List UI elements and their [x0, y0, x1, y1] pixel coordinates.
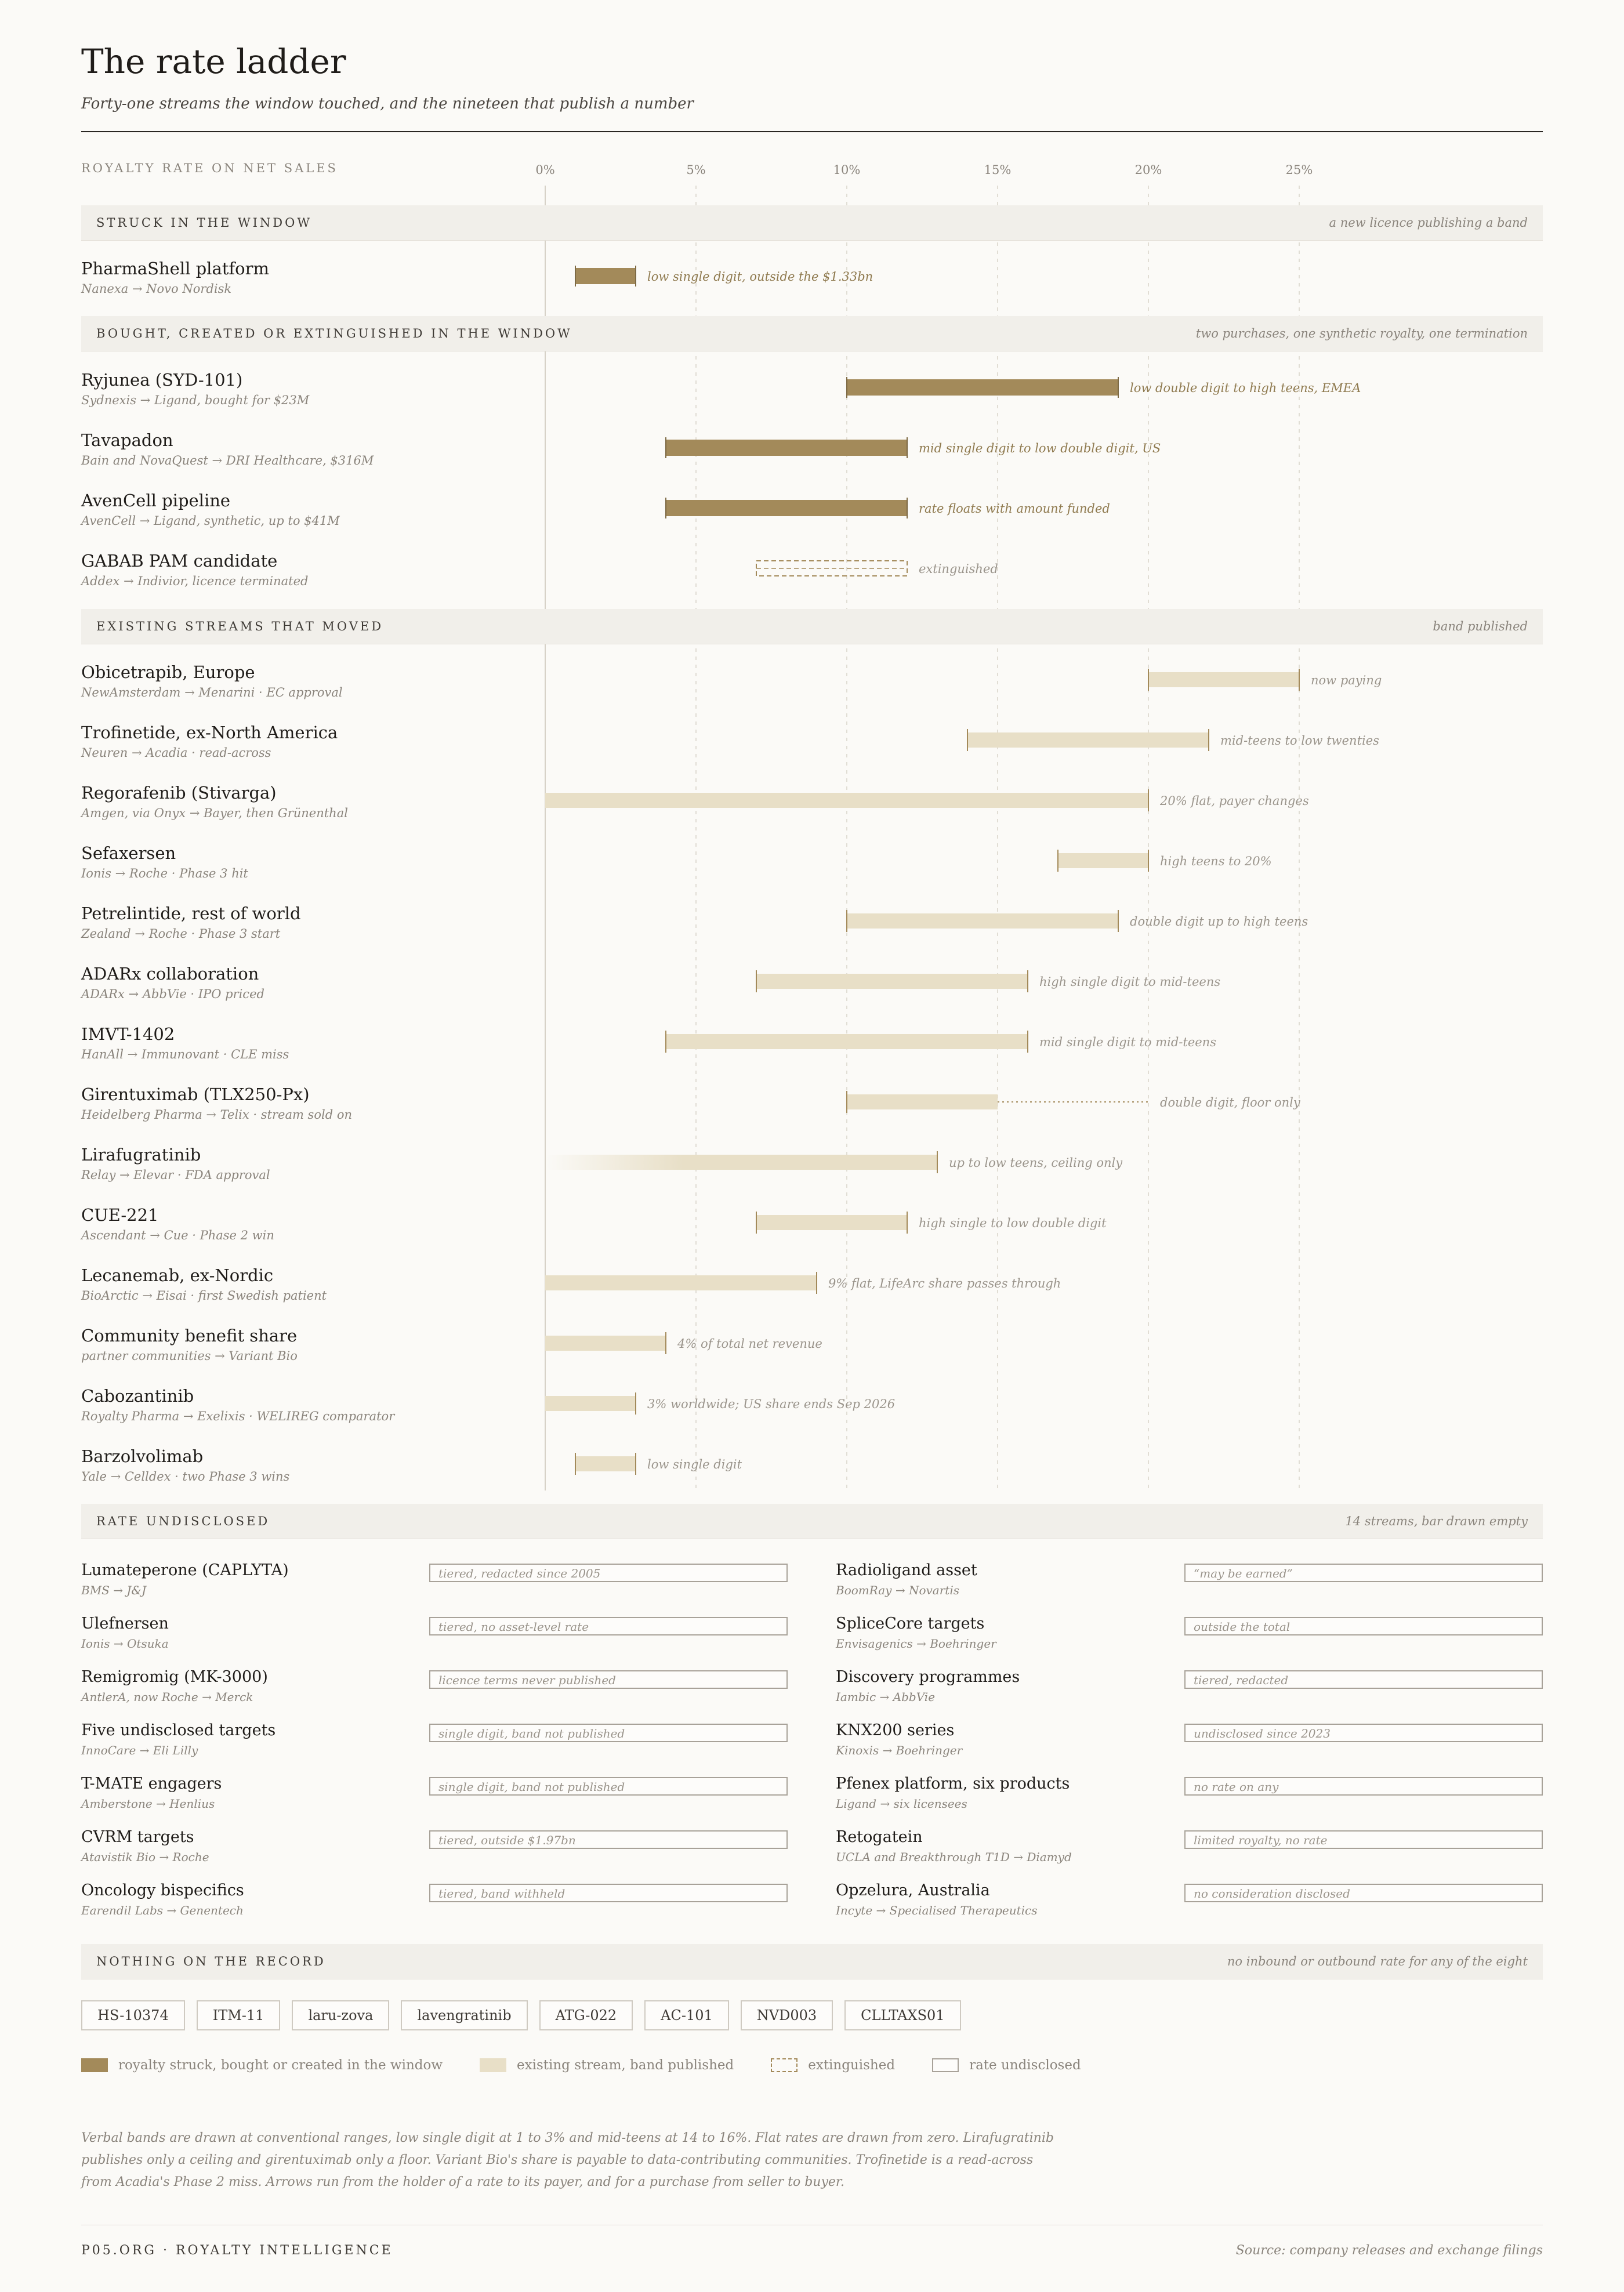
section-undisclosed-label: RATE UNDISCLOSED	[96, 1514, 270, 1528]
bar-note: low double digit to high teens, EMEA	[1130, 381, 1361, 395]
row-sub: NewAmsterdam → Menarini · EC approval	[81, 686, 343, 699]
legend-item-existing	[480, 2058, 734, 2073]
undisclosed-status: single digit, band not published	[438, 1727, 625, 1740]
row-name: Tavapadon	[81, 430, 173, 450]
row-name: Petrelintide, rest of world	[81, 904, 301, 923]
row-name: ADARx collaboration	[81, 964, 259, 984]
row-name: AvenCell pipeline	[81, 491, 231, 510]
bar-existing	[575, 1456, 636, 1471]
bar-note: 4% of total net revenue	[677, 1337, 822, 1351]
legend-label-existing: existing stream, band published	[517, 2058, 734, 2073]
row-sub: Addex → Indivior, licence terminated	[81, 574, 309, 588]
row-sub: ADARx → AbbVie · IPO priced	[81, 987, 264, 1001]
bar-note: extinguished	[919, 562, 998, 576]
tick-label: 20%	[1134, 163, 1162, 177]
undisclosed-sub: Incyte → Specialised Therapeutics	[836, 1903, 1038, 1917]
undisclosed-name: Pfenex platform, six products	[836, 1775, 1070, 1793]
tick-label: 5%	[686, 163, 706, 177]
undisclosed-name: Retogatein	[836, 1828, 923, 1846]
undisclosed-bar	[429, 1724, 788, 1742]
undisclosed-bar	[429, 1564, 788, 1582]
undisclosed-bar	[1184, 1670, 1543, 1689]
record-chip: ATG-022	[539, 2000, 633, 2030]
row-name: Sefaxersen	[81, 843, 176, 863]
row-sub: Royalty Pharma → Exelixis · WELIREG comparator	[81, 1409, 395, 1423]
row-sub: Sydnexis → Ligand, bought for $23M	[81, 393, 310, 407]
legend-swatch-existing	[480, 2058, 506, 2072]
bar-existing	[756, 1215, 907, 1230]
undisclosed-name: Remigromig (MK-3000)	[81, 1668, 268, 1686]
legend	[81, 2058, 1118, 2073]
bar-note: now paying	[1311, 673, 1382, 687]
undisclosed-sub: Iambic → AbbVie	[836, 1690, 936, 1704]
legend-swatch-struck	[81, 2058, 108, 2072]
row-name: PharmaShell platform	[81, 259, 269, 278]
row-sub: BioArctic → Eisai · first Swedish patient	[81, 1289, 327, 1303]
undisclosed-name: Five undisclosed targets	[81, 1721, 276, 1739]
footnotes: Verbal bands are drawn at conventional ranges, low single digit at 1 to 3% and mid-teens at 14 to 16%. Flat rates are drawn from zero. Lirafugratinib publishes only a ceiling and girentuximab only a floor. Variant Bio's share is payable to data-contributing communities. Trofinetide is a read-across from Acadia's Phase 2 miss. Arrows run from the holder of a rate to its payer, and for a purchase from seller to buyer.	[81, 2131, 1054, 2189]
bar-existing	[545, 1396, 636, 1411]
footer-source: Source: company releases and exchange filings	[1235, 2243, 1543, 2258]
row-name: Lecanemab, ex-Nordic	[81, 1265, 274, 1285]
bar-note: low single digit	[647, 1457, 742, 1471]
row-sub: partner communities → Variant Bio	[81, 1349, 298, 1363]
undisclosed-bar	[429, 1884, 788, 1902]
bar-existing	[1148, 672, 1299, 687]
undisclosed-bar	[1184, 1724, 1543, 1742]
undisclosed-name: Discovery programmes	[836, 1668, 1020, 1686]
section-nothing	[81, 1944, 1543, 1979]
bar-existing	[1058, 853, 1148, 868]
bar-existing	[967, 732, 1209, 748]
row-name: CUE-221	[81, 1205, 159, 1225]
bar-existing	[666, 1034, 1028, 1049]
legend-item-struck	[81, 2058, 443, 2073]
undisclosed-sub: Kinoxis → Boehringer	[836, 1743, 963, 1757]
bar-note: mid-teens to low twenties	[1220, 734, 1379, 748]
bar-struck	[666, 440, 907, 456]
undisclosed-status: “may be earned”	[1194, 1566, 1293, 1580]
footer-brand: P05.ORG · ROYALTY INTELLIGENCE	[81, 2243, 393, 2258]
bar-existing	[545, 1275, 817, 1290]
row-sub: HanAll → Immunovant · CLE miss	[81, 1047, 289, 1061]
bar-note: high single to low double digit	[919, 1216, 1107, 1230]
undisclosed-sub: Envisagenics → Boehringer	[836, 1637, 996, 1651]
bar-existing	[756, 974, 1028, 989]
undisclosed-status: tiered, no asset-level rate	[438, 1620, 589, 1634]
section-struck-note: a new licence publishing a band	[1329, 216, 1528, 230]
section-nothing-label: NOTHING ON THE RECORD	[96, 1954, 326, 1968]
bar-existing	[847, 913, 1118, 929]
undisclosed-status: limited royalty, no rate	[1194, 1833, 1328, 1847]
undisclosed-sub: Ionis → Otsuka	[81, 1637, 169, 1651]
section-nothing-note: no inbound or outbound rate for any of the eight	[1227, 1954, 1528, 1968]
row-name: Trofinetide, ex-North America	[81, 723, 338, 742]
row-name: Regorafenib (Stivarga)	[81, 783, 277, 803]
undisclosed-bar	[1184, 1564, 1543, 1582]
page-subtitle: Forty-one streams the window touched, and the nineteen that publish a number	[81, 95, 694, 113]
undisclosed-status: tiered, band withheld	[438, 1887, 566, 1901]
page-title: The rate ladder	[81, 42, 346, 81]
row-sub: Yale → Celldex · two Phase 3 wins	[81, 1470, 290, 1484]
undisclosed-name: Ulefnersen	[81, 1615, 169, 1633]
undisclosed-status: no consideration disclosed	[1194, 1887, 1350, 1901]
undisclosed-sub: Atavistik Bio → Roche	[81, 1850, 209, 1864]
legend-swatch-extinguished	[771, 2058, 798, 2072]
bar-floor	[847, 1094, 998, 1109]
bar-note: double digit up to high teens	[1130, 915, 1308, 929]
undisclosed-name: Lumateperone (CAPLYTA)	[81, 1561, 289, 1579]
row-name: Ryjunea (SYD-101)	[81, 370, 243, 390]
undisclosed-name: KNX200 series	[836, 1721, 955, 1739]
bar-existing	[545, 1336, 666, 1351]
undisclosed-sub: BoomRay → Novartis	[836, 1583, 959, 1597]
bar-note: mid single digit to mid-teens	[1039, 1035, 1216, 1049]
section-existing-label: EXISTING STREAMS THAT MOVED	[96, 619, 384, 633]
bar-note: mid single digit to low double digit, US	[919, 441, 1161, 455]
row-name: Cabozantinib	[81, 1386, 194, 1406]
undisclosed-status: no rate on any	[1194, 1780, 1279, 1794]
record-chip: NVD003	[741, 2000, 833, 2030]
axis-label: ROYALTY RATE ON NET SALES	[81, 161, 338, 175]
bar-note: rate floats with amount funded	[919, 502, 1110, 516]
undisclosed-name: T-MATE engagers	[81, 1775, 222, 1793]
section-bought	[81, 316, 1543, 351]
row-name: Barzolvolimab	[81, 1446, 204, 1466]
record-chip: AC-101	[644, 2000, 729, 2030]
undisclosed-status: licence terms never published	[438, 1673, 616, 1687]
legend-label-extinguished: extinguished	[808, 2058, 896, 2073]
section-struck-label: STRUCK IN THE WINDOW	[96, 216, 312, 230]
row-sub: Neuren → Acadia · read-across	[81, 746, 271, 760]
undisclosed-status: tiered, redacted since 2005	[438, 1566, 601, 1580]
record-chip: lavengratinib	[401, 2000, 527, 2030]
bar-note: high teens to 20%	[1160, 854, 1272, 868]
bar-note: double digit, floor only	[1160, 1096, 1300, 1109]
bar-struck	[666, 500, 907, 516]
bar-note: high single digit to mid-teens	[1039, 975, 1221, 989]
row-sub: Ionis → Roche · Phase 3 hit	[81, 866, 248, 880]
undisclosed-bar	[429, 1617, 788, 1635]
bar-note: low single digit, outside the $1.33bn	[647, 270, 873, 284]
section-bought-label: BOUGHT, CREATED OR EXTINGUISHED IN THE WINDOW	[96, 327, 572, 340]
row-sub: Relay → Elevar · FDA approval	[81, 1168, 270, 1182]
bar-note: up to low teens, ceiling only	[949, 1156, 1123, 1170]
row-name: Community benefit share	[81, 1326, 298, 1346]
undisclosed-bar	[429, 1830, 788, 1849]
row-name: Girentuximab (TLX250-Px)	[81, 1085, 310, 1104]
bar-existing	[545, 793, 1148, 808]
row-sub: Bain and NovaQuest → DRI Healthcare, $316M	[81, 454, 374, 467]
tick-label: 10%	[833, 163, 861, 177]
undisclosed-sub: UCLA and Breakthrough T1D → Diamyd	[836, 1850, 1072, 1864]
row-sub: Nanexa → Novo Nordisk	[81, 282, 232, 296]
record-chip: HS-10374	[81, 2000, 185, 2030]
nothing-chips	[81, 2000, 961, 2030]
record-chip: CLLTAXS01	[844, 2000, 960, 2030]
record-chip: laru-zova	[292, 2000, 389, 2030]
undisclosed-bar	[1184, 1617, 1543, 1635]
section-existing-note: band published	[1433, 619, 1528, 633]
undisclosed-name: Oncology bispecifics	[81, 1881, 244, 1899]
tick-label: 0%	[535, 163, 555, 177]
row-name: GABAB PAM candidate	[81, 551, 278, 571]
bar-ceiling	[545, 1155, 937, 1170]
legend-swatch-undisclosed	[932, 2058, 959, 2072]
bar-note: 3% worldwide; US share ends Sep 2026	[647, 1397, 896, 1411]
bar-struck	[575, 268, 636, 284]
legend-label-undisclosed: rate undisclosed	[969, 2058, 1081, 2073]
undisclosed-name: Radioligand asset	[836, 1561, 977, 1579]
section-bought-note: two purchases, one synthetic royalty, one termination	[1195, 327, 1528, 340]
undisclosed-bar	[1184, 1777, 1543, 1796]
undisclosed-sub: BMS → J&J	[81, 1583, 147, 1597]
record-chip: ITM-11	[197, 2000, 281, 2030]
row-sub: AvenCell → Ligand, synthetic, up to $41M	[81, 514, 340, 528]
undisclosed-name: Opzelura, Australia	[836, 1881, 990, 1899]
undisclosed-name: SpliceCore targets	[836, 1615, 985, 1633]
legend-item-undisclosed	[932, 2058, 1081, 2073]
undisclosed-status: tiered, redacted	[1194, 1673, 1289, 1687]
undisclosed-status: single digit, band not published	[438, 1780, 625, 1794]
undisclosed-bar	[429, 1670, 788, 1689]
undisclosed-sub: InnoCare → Eli Lilly	[81, 1743, 198, 1757]
undisclosed-sub: Ligand → six licensees	[836, 1797, 967, 1811]
row-name: Obicetrapib, Europe	[81, 662, 255, 682]
undisclosed-bar	[1184, 1884, 1543, 1902]
undisclosed-sub: AntlerA, now Roche → Merck	[81, 1690, 253, 1704]
undisclosed-status: undisclosed since 2023	[1194, 1727, 1331, 1740]
tick-label: 25%	[1285, 163, 1313, 177]
undisclosed-bar	[429, 1777, 788, 1796]
section-struck	[81, 205, 1543, 241]
section-undisclosed	[81, 1504, 1543, 1539]
bar-note: 9% flat, LifeArc share passes through	[828, 1276, 1061, 1290]
legend-label-struck: royalty struck, bought or created in the window	[118, 2058, 443, 2073]
undisclosed-sub: Earendil Labs → Genentech	[81, 1903, 244, 1917]
row-name: Lirafugratinib	[81, 1145, 201, 1165]
tick-label: 15%	[984, 163, 1012, 177]
row-sub: Heidelberg Pharma → Telix · stream sold on	[81, 1108, 352, 1122]
undisclosed-name: CVRM targets	[81, 1828, 194, 1846]
row-sub: Zealand → Roche · Phase 3 start	[81, 927, 281, 941]
bar-struck	[847, 379, 1118, 396]
section-existing	[81, 609, 1543, 644]
undisclosed-bar	[1184, 1830, 1543, 1849]
row-sub: Ascendant → Cue · Phase 2 win	[81, 1228, 274, 1242]
legend-item-extinguished	[771, 2058, 895, 2073]
row-sub: Amgen, via Onyx → Bayer, then Grünenthal	[81, 806, 348, 820]
row-name: IMVT-1402	[81, 1024, 175, 1044]
bar-note: 20% flat, payer changes	[1160, 794, 1309, 808]
undisclosed-status: outside the total	[1194, 1620, 1290, 1634]
undisclosed-status: tiered, outside $1.97bn	[438, 1833, 576, 1847]
section-undisclosed-note: 14 streams, bar drawn empty	[1345, 1514, 1528, 1528]
undisclosed-sub: Amberstone → Henlius	[81, 1797, 215, 1811]
